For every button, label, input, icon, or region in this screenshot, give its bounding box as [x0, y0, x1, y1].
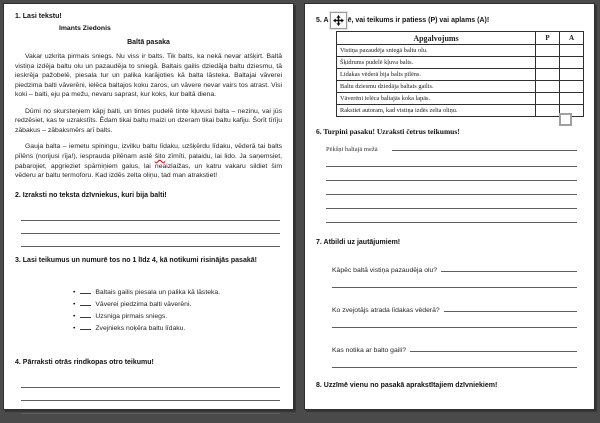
- a-mark-cell: [560, 57, 584, 69]
- table-row: [337, 93, 584, 105]
- move-icon: [333, 15, 344, 26]
- table-row: [337, 45, 584, 57]
- bullet-icon: •: [73, 300, 76, 308]
- a-mark-cell: [560, 45, 584, 57]
- story-paragraph-1: Vakar uzkrita pirmais sniegs. Nu viss ir balts. Tik balts, ka nekā nevar atšķirt. Baltā vistiņa izdēja baltu olu un pazaudēja to sniegā. Baltais gailis dziedāja baltu dziesmu, tā ieskrēja pažobelē, piesala tur un palika karājoties kā balta lāsteka. Baltajai vāverei piedzima balti vāverēni, ielēca baltajos koku zaros, un vāvere nevar vairs tos atrast. Visi koki – balti, eju pa mežu, nevaru saprast, kur koks, kur baltā diena.: [15, 53, 282, 99]
- answer-line: [332, 354, 577, 368]
- number-blank: [80, 286, 91, 294]
- worksheet-page-1: [3, 3, 294, 410]
- table-row: [337, 105, 584, 117]
- section6-heading: 6. Turpini pasaku! Uzraksti četrus teikumus!: [316, 127, 460, 136]
- answer-line: [326, 153, 577, 167]
- answer-line: [21, 209, 280, 221]
- a-mark-cell: [560, 69, 584, 81]
- number-blank: [80, 298, 91, 306]
- p-mark-cell: [536, 69, 560, 81]
- section5-heading: [316, 12, 583, 29]
- section4-heading: 4. Pārraksti otrās rindkopas otro teikumu!: [15, 358, 154, 366]
- answer-line: [392, 143, 577, 151]
- list-item: [73, 286, 282, 298]
- ordering-list: [73, 286, 282, 334]
- section3-heading: 3. Lasi teikumus un numurē tos no 1 līdz 4, kā notikumi risinājās pasakā!: [15, 256, 257, 264]
- p-mark-cell: [536, 45, 560, 57]
- story-paragraph-3: [15, 142, 282, 180]
- answer-line: [326, 209, 577, 223]
- table-row: [337, 81, 584, 93]
- number-blank: [80, 322, 91, 330]
- list-item: [73, 310, 282, 322]
- table-header-row: [337, 32, 584, 45]
- spellcheck-flagged-word: šito: [154, 152, 166, 160]
- question-block: [332, 264, 577, 288]
- a-mark-cell: [560, 81, 584, 93]
- author-name: Imants Ziedonis: [59, 25, 111, 32]
- answer-line: [21, 222, 280, 234]
- answer-line: [444, 304, 577, 312]
- section8-heading: 8. Uzzīmē vienu no pasakā aprakstītajiem dzīvniekiem!: [316, 382, 498, 389]
- bullet-icon: •: [73, 312, 76, 320]
- answer-line: [332, 314, 577, 328]
- column-header-statement: Apgalvojums: [337, 32, 536, 45]
- p-mark-cell: [536, 93, 560, 105]
- number-blank: [80, 310, 91, 318]
- section2-heading: 2. Izraksti no teksta dzīvniekus, kuri bija balti!: [15, 191, 167, 199]
- worksheet-page-2: [304, 3, 595, 410]
- table-row: [337, 69, 584, 81]
- statement-cell: Vāverēni ielēca baltajās koka lapās.: [337, 93, 536, 105]
- table-resize-handle[interactable]: [559, 113, 572, 126]
- story-paragraph-2: Dūmi no skursteņiem kāpj balti, un tintes pudelē tinte kļuvusi balta – nezinu, vai jūs redzēsiet, kas te uzrakstīts. Ēdam tikai baltu maizi un dzeram tikai baltu kafiju. Šorīt tīrīju zābakus – zābaksmērs arī balts.: [15, 107, 282, 134]
- list-item: [73, 298, 282, 310]
- a-mark-cell: [560, 93, 584, 105]
- answer-line: [332, 274, 577, 288]
- section7-heading: 7. Atbildi uz jautājumiem!: [316, 239, 401, 246]
- answer-line: [326, 195, 577, 209]
- question-block: [332, 344, 577, 368]
- question-label: Kāpēc baltā vistiņa pazaudēja olu?: [332, 267, 438, 274]
- statement-cell: Līdakas vēderā bija balts pīlēns.: [337, 69, 536, 81]
- p-mark-cell: [536, 81, 560, 93]
- table-row: [337, 57, 584, 69]
- section5-heading-suffix: ē, vai teikums ir patiess (P) vai aplams (A)!: [347, 17, 490, 24]
- answer-line: [21, 376, 280, 388]
- section5-heading-prefix: 5. A: [316, 17, 329, 24]
- answer-line: [21, 402, 280, 414]
- answer-line: [21, 389, 280, 401]
- answer-line: [441, 264, 577, 272]
- true-false-table: [336, 31, 584, 117]
- column-header-a: A: [560, 32, 584, 45]
- p-mark-cell: [536, 57, 560, 69]
- question-label: Ko zvejotājs atrada līdakas vēderā?: [332, 307, 440, 314]
- answer-line: [326, 167, 577, 181]
- answer-line: [326, 181, 577, 195]
- story-title: Baltā pasaka: [127, 39, 170, 46]
- question-label: Kas notika ar balto gaili?: [332, 347, 407, 354]
- list-item-label: Vāverei piedzima balti vāverēni.: [95, 300, 192, 308]
- bullet-icon: •: [73, 324, 76, 332]
- list-item-label: Zvejnieks noķēra baltu līdaku.: [95, 324, 186, 332]
- paragraph3-text-before: Gauja balta – iemetu spiningu, izvilku baltu līdaku, uzšķērdu līdaku, vēderā tai balts pīlēns (norijusi rīja!), iesprauda pīlēnam astē: [15, 143, 282, 160]
- section1-heading: 1. Lasi tekstu!: [15, 13, 62, 20]
- statement-cell: Baltu dziesmu dziedāja baltais gailis.: [337, 81, 536, 93]
- paragraph3-text-after: zīmīti, palaidu, lai lido. Ja saņemsiet, pabarojiet, apgrieziet spārniņiem galus, lai neaizlaižas, un katru vakaru sildiet šim vēderu ar baltu termoforu. Kad izdēs zelta oliņu, tad man atrakstiet!: [15, 152, 282, 180]
- answer-line: [410, 344, 577, 352]
- answer-line: [21, 235, 280, 247]
- list-item: [73, 322, 282, 334]
- column-header-p: P: [536, 32, 560, 45]
- bullet-icon: •: [73, 288, 76, 296]
- list-item-label: Baltais gailis piesala un palika kā lāsteka.: [95, 288, 221, 296]
- p-mark-cell: [536, 105, 560, 117]
- statement-cell: Rakstiet autoram, kad vistiņa izdēs zelta oliņu.: [337, 105, 536, 117]
- continuation-prompt: [326, 143, 577, 153]
- statement-cell: Šķidrums pudelē kļuva balts.: [337, 57, 536, 69]
- table-move-handle[interactable]: [330, 12, 347, 29]
- question-block: [332, 304, 577, 328]
- statement-cell: Vistiņa pazaudēja sniegā baltu olu.: [337, 45, 536, 57]
- prompt-label: Pēkšņi baltajā mežā: [326, 146, 378, 153]
- list-item-label: Uzsniga pirmais sniegs.: [95, 312, 168, 320]
